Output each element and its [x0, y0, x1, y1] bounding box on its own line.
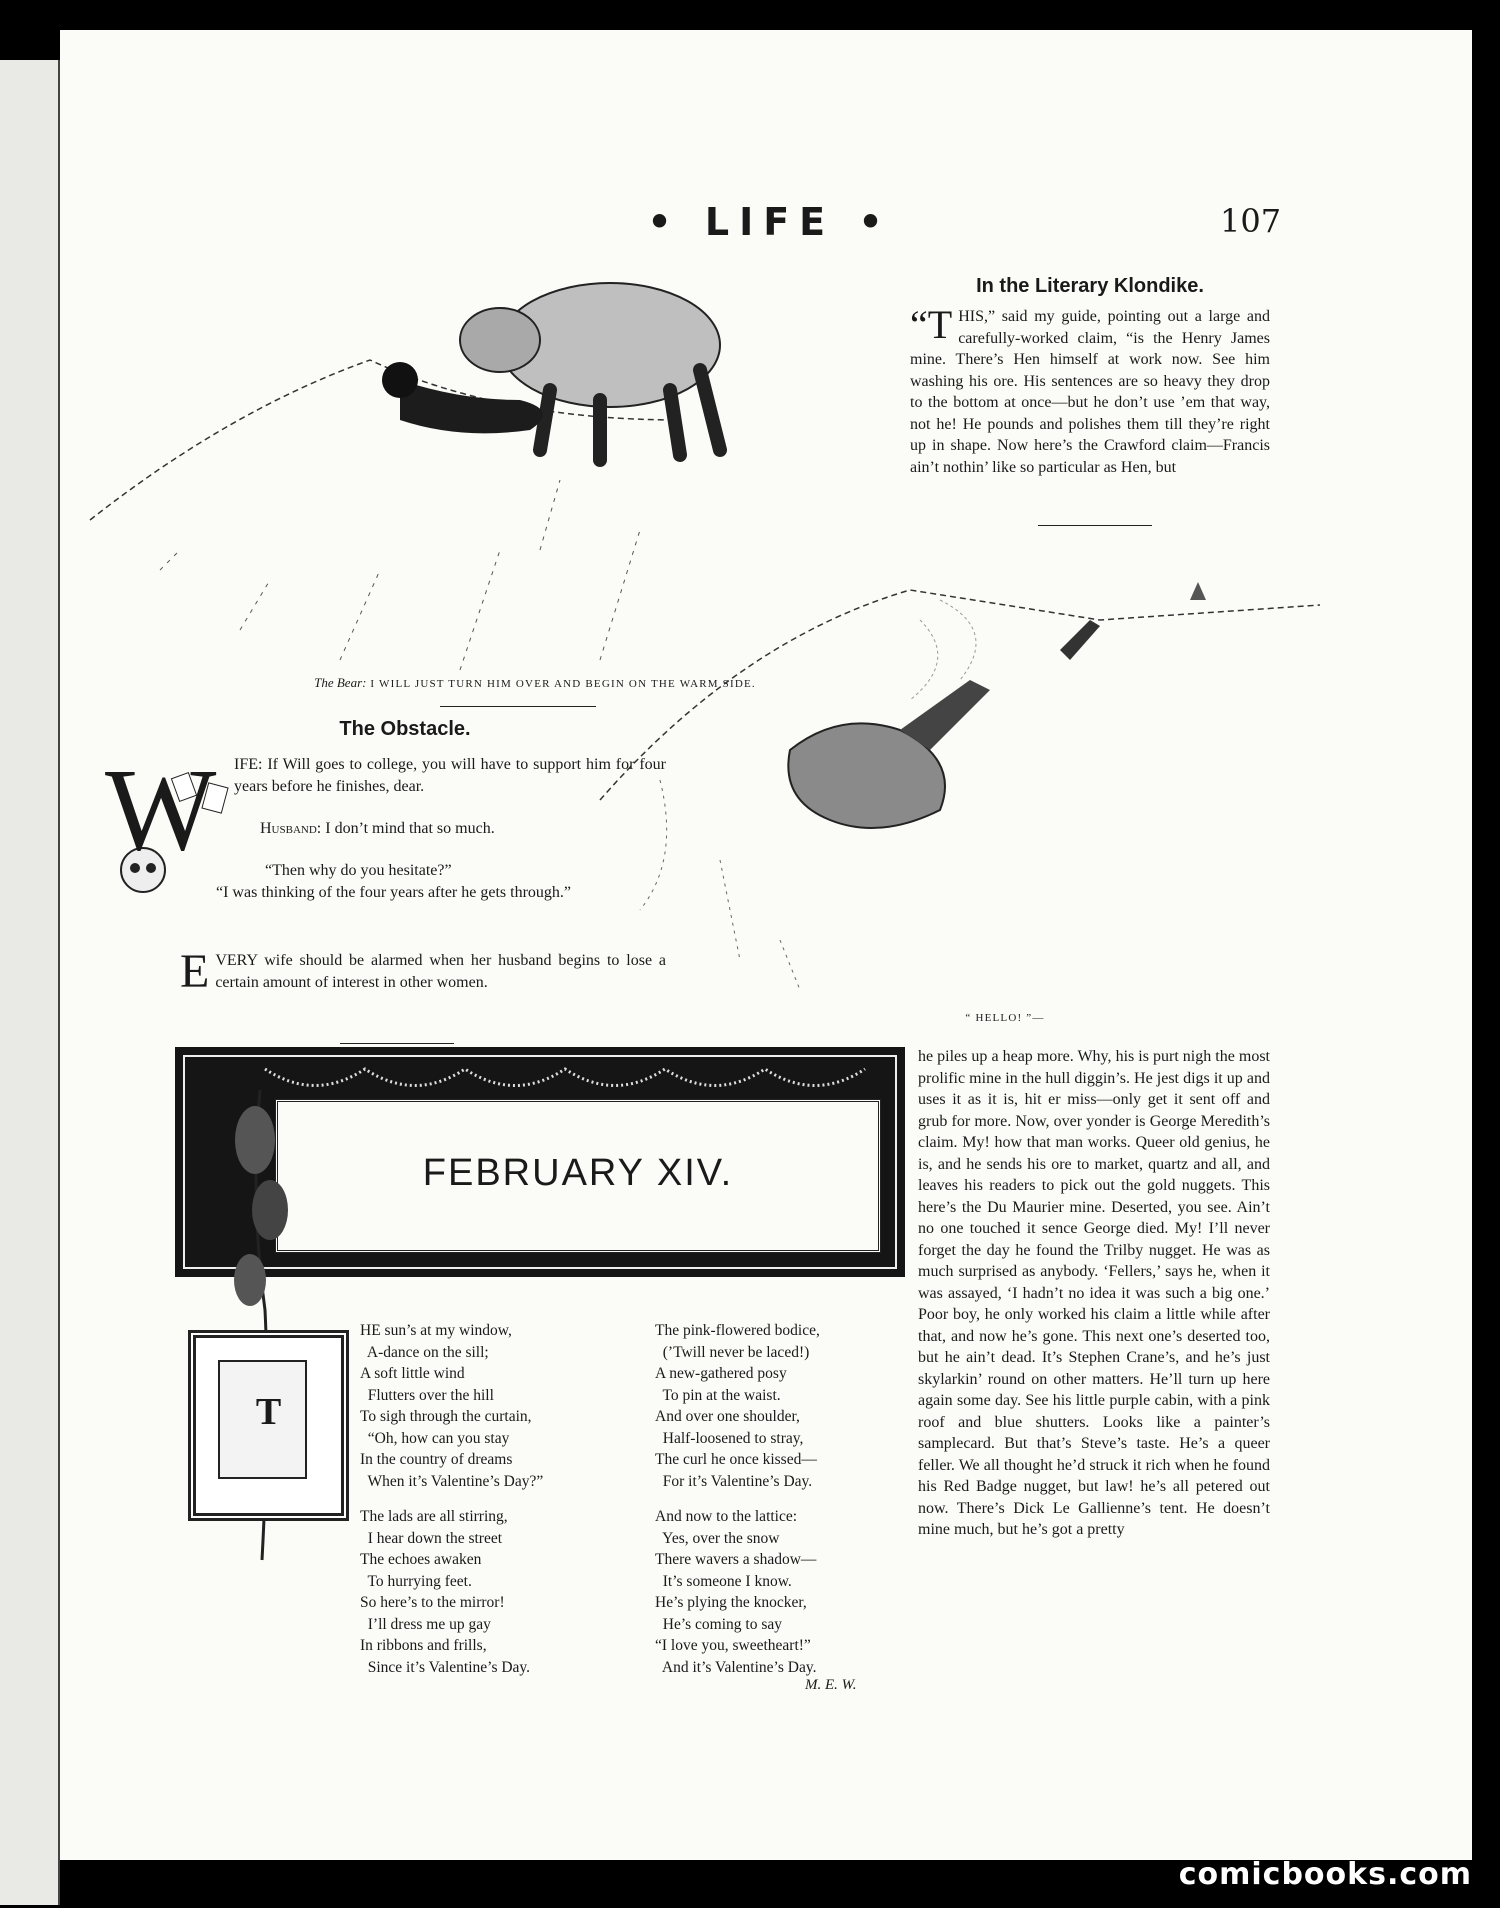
poem-col2-stanza1: The pink-flowered bodice, (’Twill never be laced!) A new-gathered posy To pin at the waist. And over one shoulder, Half-loosened to stray, The curl he once kissed— For it’s Valentine’s Day. — [655, 1322, 820, 1490]
husband-label: Husband: — [260, 820, 322, 837]
divider-rule — [1038, 525, 1152, 526]
obstacle-line1: IFE: If Will goes to college, you will have to support him for four years before he finishes, dear. — [234, 756, 666, 795]
obstacle-line2: Husband: I don’t mind that so much. — [260, 820, 495, 837]
obstacle-dropcap: W — [105, 744, 217, 875]
klondike-dropcap: “T — [910, 302, 953, 347]
bear-caption-speaker: The Bear: — [314, 675, 367, 690]
hello-caption: “ HELLO! ”— — [965, 1012, 1045, 1024]
obstacle-line3: “Then why do you hesitate?” — [265, 862, 452, 879]
poem-col1-stanza1: HE sun’s at my window, A-dance on the sill; A soft little wind Flutters over the hill To sigh through the curtain, “Oh, how can you stay In the country of dreams When it’s Valentine’s Day?” — [360, 1322, 544, 1490]
poem-initial: T — [255, 1391, 282, 1433]
divider-rule — [340, 1043, 454, 1044]
hello-illustration — [580, 560, 1340, 1000]
site-watermark: comicbooks.com — [1178, 1857, 1472, 1892]
poem-col1-stanza2: The lads are all stirring, I hear down the street The echoes awaken To hurrying feet. So here’s to the mirror! I’ll dress me up gay In ribbons and frills, Since it’s Valentine’s Day. — [360, 1508, 531, 1676]
february-title: FEBRUARY XIV. — [422, 1152, 734, 1194]
binding-edge — [0, 60, 58, 1905]
obstacle-line4: “I was thinking of the four years after he gets through.” — [216, 884, 571, 901]
klondike-para-top: “THIS,” said my guide, pointing out a large and carefully-worked claim, “is the Henry James mine. There’s Hen himself at work now. See him washing his ore. His sentences are so heavy they drop to the bottom at once—but he don’t use ’em that way, not he! He pounds and polishes them till they’re right up in shape. Now here’s the Crawford claim—Francis ain’t nothin’ like so particular as Hen, but — [910, 302, 1270, 476]
klondike-title: In the Literary Klondike. — [976, 275, 1204, 297]
ornamental-initial-box — [188, 1330, 349, 1521]
masthead: • LIFE • — [647, 200, 893, 244]
february-banner-panel — [275, 1099, 881, 1253]
klondike-para-bottom: he piles up a heap more. Why, his is purt nigh the most prolific mine in the hull diggin’s. He jest digs it up and uses it as it is, hit er miss—only get it sent off and grub for more. Now, over yonder is George Meredith’s claim. My! how that man works. Queer old genius, he is, and he sends his ore to market, quartz and all, and leaves his readers to pick out the gold nuggets. This here’s the Du Maurier mine. Deserted, you see. Ain’t no one touched it sence George died. My! I’ll never forget the day he found the Trilby nugget. He was as much surprised as anybody. ‘Fellers,’ says he, when it was assayed, ‘I hadn’t no idea it was such a big one.’ Poor boy, he only worked his claim a little while after that, and now he’s gone. This next one’s deserted too, but he ain’t dead. It’s Stephen Crane’s, and he’s just skylarkin’ round on other matters. He’ll turn up here again some day. See his little purple cabin, with a pink roof and blue shutters. Looks like a painter’s samplecard. But that’s Steve’s taste. He’s a queer feller. We all thought he’d struck it rich when he found his Red Badge nugget, but law! he’s all petered out now. There’s Dick Le Gallienne’s tent. He doesn’t mine much, but he’s got a pretty — [918, 1048, 1270, 1538]
page-number: 107 — [1220, 202, 1282, 240]
magazine-page — [60, 30, 1472, 1860]
poem-signature: M. E. W. — [805, 1677, 857, 1693]
obstacle-title: The Obstacle. — [339, 718, 471, 740]
every-wife-para: EVERY wife should be alarmed when her husband begins to lose a certain amount of interest in other women. — [180, 945, 666, 998]
bear-caption-text: I WILL JUST TURN HIM OVER AND BEGIN ON THE WARM SIDE. — [370, 678, 756, 690]
divider-rule — [440, 706, 596, 707]
every-wife-dropcap: E — [180, 945, 210, 998]
poem-col2-stanza2: And now to the lattice: Yes, over the snow There wavers a shadow— It’s someone I know. He’s plying the knocker, He’s coming to say “I love you, sweetheart!” And it’s Valentine’s Day. — [655, 1508, 817, 1676]
